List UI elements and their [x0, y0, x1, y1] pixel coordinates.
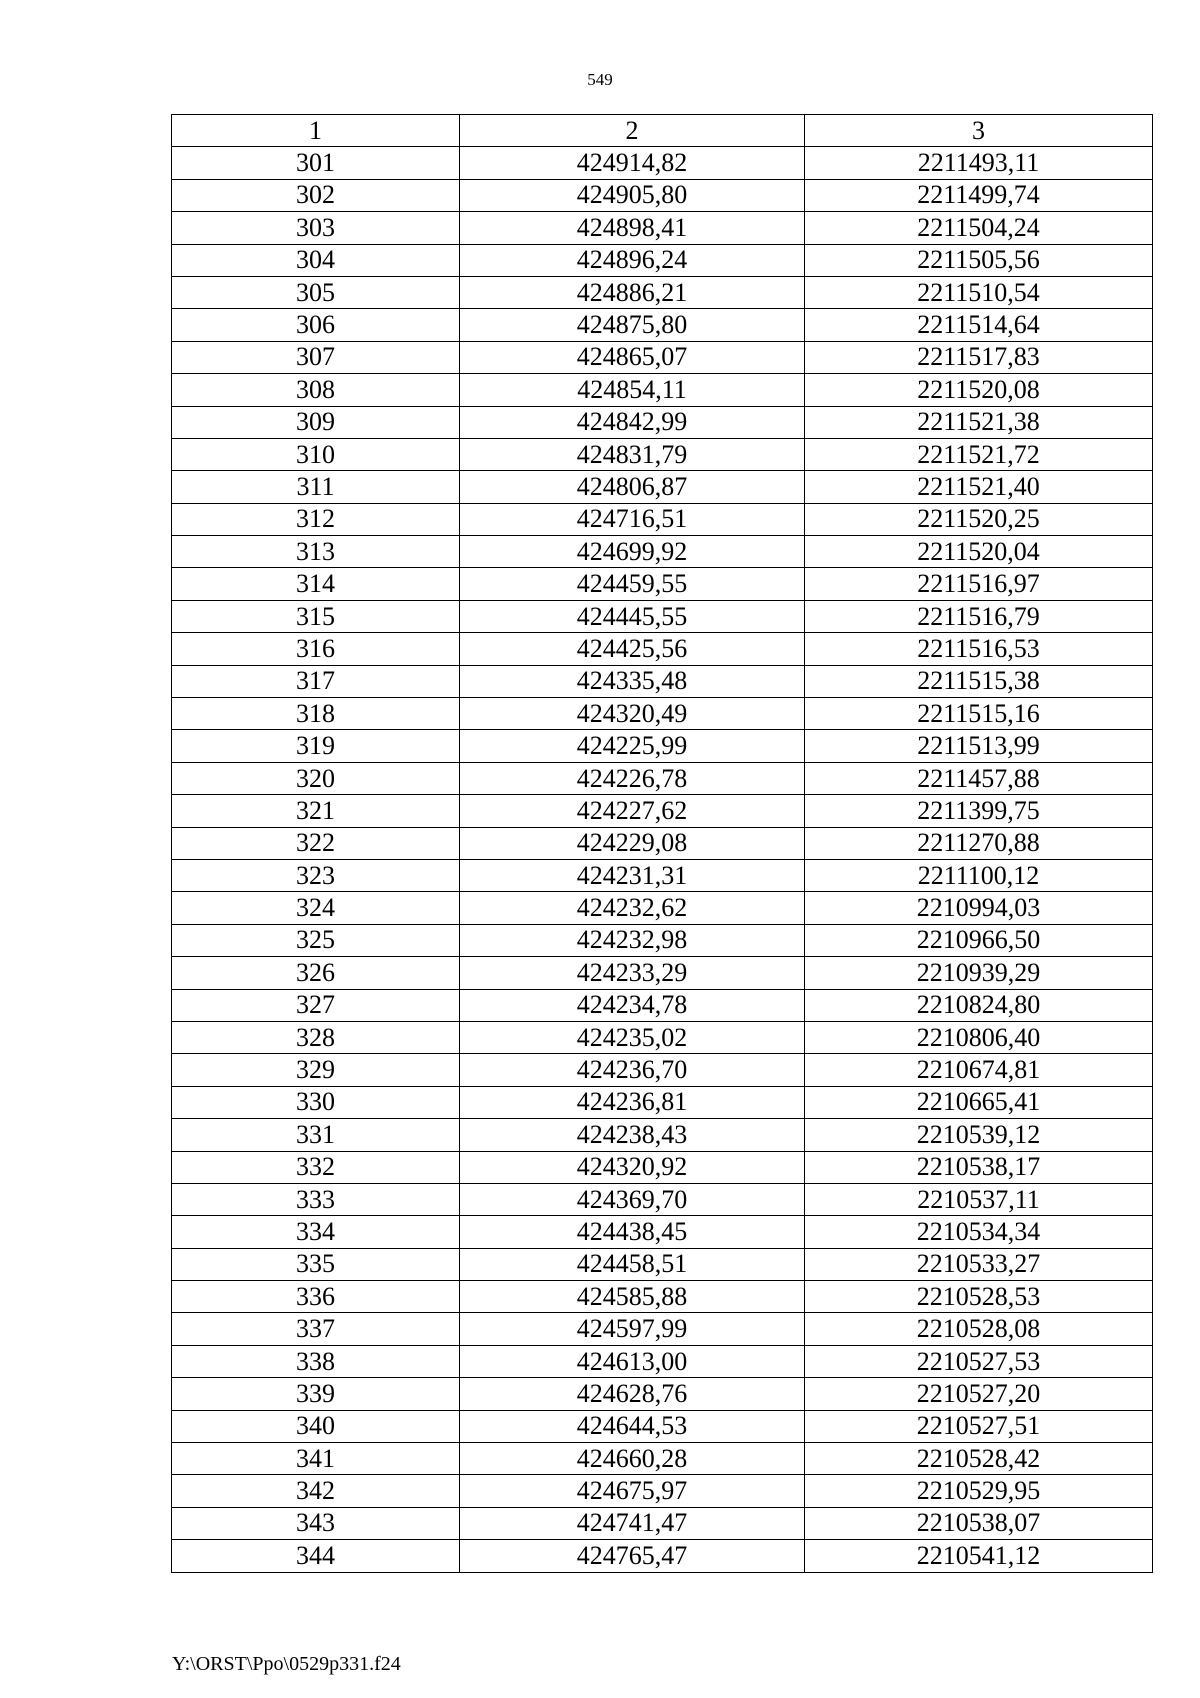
table-row: [172, 536, 1153, 568]
cell-coordinate-x: 424438,45: [460, 1216, 805, 1248]
cell-coordinate-x: 424238,43: [460, 1119, 805, 1151]
table-row: [172, 1443, 1153, 1475]
cell-point-number: 332: [172, 1151, 460, 1183]
cell-point-number: 303: [172, 212, 460, 244]
cell-coordinate-x: 424854,11: [460, 374, 805, 406]
cell-point-number: 336: [172, 1281, 460, 1313]
cell-point-number: 310: [172, 438, 460, 470]
cell-coordinate-x: 424369,70: [460, 1183, 805, 1215]
cell-coordinate-x: 424716,51: [460, 503, 805, 535]
cell-coordinate-x: 424896,24: [460, 244, 805, 276]
cell-coordinate-y: 2211510,54: [805, 276, 1153, 308]
table-row: [172, 762, 1153, 794]
table-row: [172, 730, 1153, 762]
table-body: [172, 147, 1153, 1572]
cell-coordinate-x: 424765,47: [460, 1540, 805, 1572]
cell-coordinate-y: 2211504,24: [805, 212, 1153, 244]
table-row: [172, 147, 1153, 179]
table-row: [172, 859, 1153, 891]
table-row: [172, 244, 1153, 276]
cell-point-number: 329: [172, 1054, 460, 1086]
cell-coordinate-x: 424236,81: [460, 1086, 805, 1118]
cell-coordinate-x: 424628,76: [460, 1378, 805, 1410]
table-row: [172, 179, 1153, 211]
cell-coordinate-y: 2211521,72: [805, 438, 1153, 470]
cell-coordinate-x: 424227,62: [460, 795, 805, 827]
cell-coordinate-y: 2211517,83: [805, 341, 1153, 373]
cell-coordinate-y: 2211521,38: [805, 406, 1153, 438]
cell-coordinate-x: 424425,56: [460, 633, 805, 665]
cell-coordinate-y: 2211516,97: [805, 568, 1153, 600]
cell-coordinate-x: 424225,99: [460, 730, 805, 762]
table-row: [172, 309, 1153, 341]
cell-point-number: 322: [172, 827, 460, 859]
table-row: [172, 1507, 1153, 1539]
cell-coordinate-x: 424320,49: [460, 698, 805, 730]
header-cell-point-number: 1: [172, 115, 460, 147]
table-header-row: [172, 115, 1153, 147]
cell-coordinate-y: 2210806,40: [805, 1021, 1153, 1053]
table-header: [172, 115, 1153, 147]
cell-point-number: 328: [172, 1021, 460, 1053]
table-row: [172, 374, 1153, 406]
cell-point-number: 335: [172, 1248, 460, 1280]
cell-coordinate-y: 2211520,08: [805, 374, 1153, 406]
cell-coordinate-y: 2210528,08: [805, 1313, 1153, 1345]
cell-coordinate-y: 2210665,41: [805, 1086, 1153, 1118]
table-row: [172, 1216, 1153, 1248]
table-row: [172, 924, 1153, 956]
cell-point-number: 319: [172, 730, 460, 762]
cell-coordinate-y: 2211513,99: [805, 730, 1153, 762]
cell-point-number: 307: [172, 341, 460, 373]
table-row: [172, 471, 1153, 503]
cell-coordinate-y: 2210537,11: [805, 1183, 1153, 1215]
cell-point-number: 318: [172, 698, 460, 730]
table-row: [172, 600, 1153, 632]
cell-coordinate-y: 2210538,07: [805, 1507, 1153, 1539]
cell-coordinate-x: 424660,28: [460, 1443, 805, 1475]
cell-coordinate-y: 2210994,03: [805, 892, 1153, 924]
cell-coordinate-x: 424229,08: [460, 827, 805, 859]
cell-coordinate-x: 424886,21: [460, 276, 805, 308]
table-row: [172, 1151, 1153, 1183]
cell-point-number: 315: [172, 600, 460, 632]
table-row: [172, 1475, 1153, 1507]
cell-coordinate-x: 424699,92: [460, 536, 805, 568]
table-row: [172, 1378, 1153, 1410]
cell-coordinate-y: 2211100,12: [805, 859, 1153, 891]
cell-coordinate-y: 2210529,95: [805, 1475, 1153, 1507]
cell-coordinate-y: 2210527,20: [805, 1378, 1153, 1410]
cell-point-number: 324: [172, 892, 460, 924]
cell-coordinate-x: 424898,41: [460, 212, 805, 244]
cell-point-number: 340: [172, 1410, 460, 1442]
cell-point-number: 339: [172, 1378, 460, 1410]
cell-coordinate-x: 424231,31: [460, 859, 805, 891]
cell-coordinate-y: 2211516,79: [805, 600, 1153, 632]
cell-coordinate-x: 424806,87: [460, 471, 805, 503]
table-row: [172, 827, 1153, 859]
table-row: [172, 665, 1153, 697]
table-row: [172, 1345, 1153, 1377]
cell-coordinate-x: 424644,53: [460, 1410, 805, 1442]
cell-point-number: 333: [172, 1183, 460, 1215]
cell-coordinate-x: 424675,97: [460, 1475, 805, 1507]
cell-coordinate-y: 2211514,64: [805, 309, 1153, 341]
cell-coordinate-y: 2211505,56: [805, 244, 1153, 276]
cell-point-number: 314: [172, 568, 460, 600]
cell-point-number: 316: [172, 633, 460, 665]
cell-coordinate-y: 2210527,53: [805, 1345, 1153, 1377]
cell-coordinate-y: 2210527,51: [805, 1410, 1153, 1442]
cell-point-number: 327: [172, 989, 460, 1021]
cell-point-number: 306: [172, 309, 460, 341]
table-row: [172, 406, 1153, 438]
cell-point-number: 330: [172, 1086, 460, 1118]
footer-file-path: Y:\ORST\Ppo\0529p331.f24: [172, 1653, 401, 1675]
table-row: [172, 1183, 1153, 1215]
table-row: [172, 795, 1153, 827]
cell-point-number: 301: [172, 147, 460, 179]
header-cell-coordinate-y: 3: [805, 115, 1153, 147]
cell-point-number: 341: [172, 1443, 460, 1475]
cell-coordinate-x: 424234,78: [460, 989, 805, 1021]
cell-coordinate-y: 2210541,12: [805, 1540, 1153, 1572]
cell-coordinate-x: 424597,99: [460, 1313, 805, 1345]
cell-point-number: 313: [172, 536, 460, 568]
cell-point-number: 325: [172, 924, 460, 956]
cell-coordinate-y: 2211516,53: [805, 633, 1153, 665]
cell-point-number: 312: [172, 503, 460, 535]
table-row: [172, 568, 1153, 600]
cell-coordinate-y: 2210528,42: [805, 1443, 1153, 1475]
cell-coordinate-x: 424585,88: [460, 1281, 805, 1313]
cell-coordinate-x: 424741,47: [460, 1507, 805, 1539]
cell-coordinate-y: 2210533,27: [805, 1248, 1153, 1280]
cell-coordinate-x: 424232,62: [460, 892, 805, 924]
cell-point-number: 326: [172, 957, 460, 989]
table-row: [172, 276, 1153, 308]
cell-coordinate-y: 2210534,34: [805, 1216, 1153, 1248]
cell-coordinate-y: 2210538,17: [805, 1151, 1153, 1183]
cell-coordinate-x: 424320,92: [460, 1151, 805, 1183]
cell-coordinate-y: 2210674,81: [805, 1054, 1153, 1086]
cell-coordinate-y: 2211457,88: [805, 762, 1153, 794]
cell-coordinate-x: 424613,00: [460, 1345, 805, 1377]
cell-point-number: 302: [172, 179, 460, 211]
cell-coordinate-x: 424865,07: [460, 341, 805, 373]
cell-point-number: 338: [172, 1345, 460, 1377]
cell-coordinate-y: 2211515,38: [805, 665, 1153, 697]
cell-point-number: 344: [172, 1540, 460, 1572]
cell-coordinate-y: 2211515,16: [805, 698, 1153, 730]
cell-point-number: 334: [172, 1216, 460, 1248]
cell-point-number: 317: [172, 665, 460, 697]
cell-coordinate-y: 2210824,80: [805, 989, 1153, 1021]
cell-coordinate-y: 2211520,04: [805, 536, 1153, 568]
cell-point-number: 320: [172, 762, 460, 794]
table-row: [172, 633, 1153, 665]
table-row: [172, 1248, 1153, 1280]
cell-coordinate-x: 424335,48: [460, 665, 805, 697]
cell-point-number: 309: [172, 406, 460, 438]
table-row: [172, 1313, 1153, 1345]
cell-point-number: 342: [172, 1475, 460, 1507]
cell-coordinate-x: 424458,51: [460, 1248, 805, 1280]
table-row: [172, 1119, 1153, 1151]
cell-coordinate-y: 2210539,12: [805, 1119, 1153, 1151]
table-row: [172, 1021, 1153, 1053]
table-row: [172, 341, 1153, 373]
table-row: [172, 1054, 1153, 1086]
cell-coordinate-y: 2211520,25: [805, 503, 1153, 535]
cell-coordinate-x: 424914,82: [460, 147, 805, 179]
table-row: [172, 1540, 1153, 1572]
cell-coordinate-y: 2210966,50: [805, 924, 1153, 956]
cell-coordinate-y: 2210939,29: [805, 957, 1153, 989]
cell-coordinate-x: 424445,55: [460, 600, 805, 632]
cell-coordinate-x: 424232,98: [460, 924, 805, 956]
page-number: 549: [587, 70, 613, 89]
table-row: [172, 989, 1153, 1021]
table-row: [172, 957, 1153, 989]
cell-coordinate-x: 424842,99: [460, 406, 805, 438]
table-row: [172, 892, 1153, 924]
table-row: [172, 1281, 1153, 1313]
table-row: [172, 1086, 1153, 1118]
cell-point-number: 308: [172, 374, 460, 406]
cell-point-number: 331: [172, 1119, 460, 1151]
cell-coordinate-x: 424875,80: [460, 309, 805, 341]
cell-point-number: 343: [172, 1507, 460, 1539]
cell-coordinate-y: 2211399,75: [805, 795, 1153, 827]
table-row: [172, 438, 1153, 470]
cell-point-number: 311: [172, 471, 460, 503]
table-row: [172, 503, 1153, 535]
cell-point-number: 305: [172, 276, 460, 308]
table-row: [172, 212, 1153, 244]
cell-point-number: 304: [172, 244, 460, 276]
cell-coordinate-y: 2211270,88: [805, 827, 1153, 859]
coordinates-table: [171, 114, 1153, 1573]
cell-point-number: 323: [172, 859, 460, 891]
cell-coordinate-x: 424236,70: [460, 1054, 805, 1086]
cell-coordinate-x: 424905,80: [460, 179, 805, 211]
cell-coordinate-y: 2211493,11: [805, 147, 1153, 179]
cell-coordinate-x: 424233,29: [460, 957, 805, 989]
table-row: [172, 1410, 1153, 1442]
cell-coordinate-x: 424235,02: [460, 1021, 805, 1053]
table-row: [172, 698, 1153, 730]
cell-coordinate-x: 424459,55: [460, 568, 805, 600]
cell-point-number: 337: [172, 1313, 460, 1345]
cell-coordinate-y: 2211499,74: [805, 179, 1153, 211]
cell-coordinate-x: 424226,78: [460, 762, 805, 794]
cell-point-number: 321: [172, 795, 460, 827]
cell-coordinate-x: 424831,79: [460, 438, 805, 470]
header-cell-coordinate-x: 2: [460, 115, 805, 147]
cell-coordinate-y: 2210528,53: [805, 1281, 1153, 1313]
cell-coordinate-y: 2211521,40: [805, 471, 1153, 503]
